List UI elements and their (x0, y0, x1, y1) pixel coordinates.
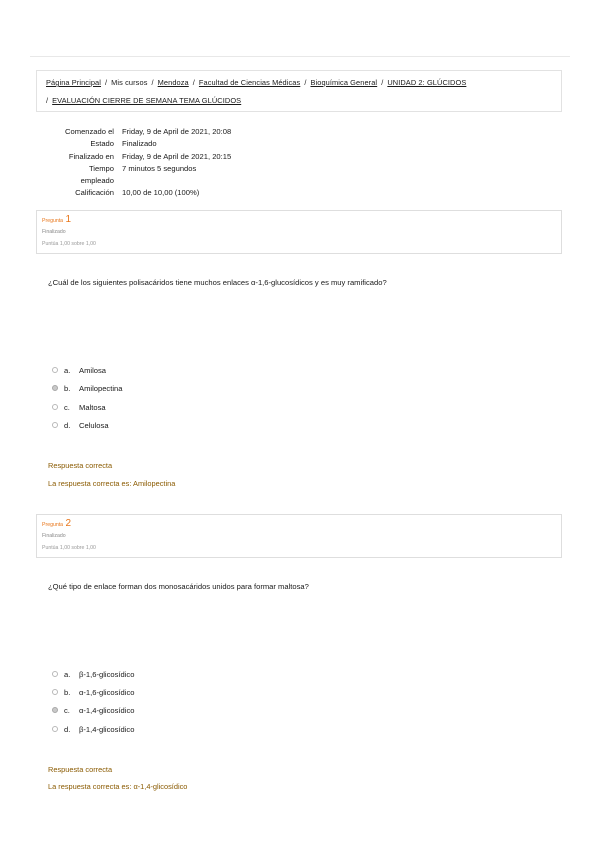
right-answer-text: La respuesta correcta es: Amilopectina (48, 479, 176, 488)
option-text: α-1,4-glicosídico (79, 706, 135, 715)
option-text: β-1,4-glicosídico (79, 725, 135, 734)
radio-button[interactable] (52, 367, 58, 373)
question-number (42, 214, 71, 225)
breadcrumb-faculty-link[interactable]: Facultad de Ciencias Médicas (198, 78, 301, 87)
breadcrumb-courses: Mis cursos (111, 78, 148, 87)
question-text: ¿Cuál de los siguientes polisacáridos tiene muchos enlaces α-1,6-glucosídicos y es muy ramificado? (48, 278, 387, 287)
option-text: β-1,6-glicosídico (79, 670, 135, 679)
question-info-box (36, 210, 562, 254)
radio-button[interactable] (52, 404, 58, 410)
breadcrumb-row-2 (46, 96, 241, 105)
question-info-box (36, 514, 562, 558)
question-prefix: Pregunta (42, 522, 64, 528)
option-letter: b. (64, 688, 71, 697)
option-letter: a. (64, 366, 71, 375)
option-letter: d. (64, 421, 71, 430)
summary-label: empleado (80, 176, 114, 186)
summary-value: 7 minutos 5 segundos (122, 163, 197, 173)
radio-button-selected[interactable] (52, 707, 58, 713)
feedback-text: Respuesta correcta (48, 461, 113, 470)
option-letter: d. (64, 725, 71, 734)
summary-value: Friday, 9 de April de 2021, 20:15 (122, 151, 232, 161)
question-number (42, 518, 71, 529)
option-letter: a. (64, 670, 71, 679)
option-letter: c. (64, 403, 70, 412)
option-text: Celulosa (79, 421, 109, 430)
option-letter: b. (64, 384, 71, 393)
breadcrumb-separator: / (304, 78, 307, 87)
summary-label: Estado (90, 139, 114, 149)
option-text: Maltosa (79, 403, 106, 412)
radio-button[interactable] (52, 671, 58, 677)
breadcrumb-separator: / (192, 78, 195, 87)
summary-label: Finalizado en (68, 151, 114, 161)
breadcrumb (36, 70, 562, 112)
breadcrumb-course-link[interactable]: Bioquímica General (310, 78, 378, 87)
summary-label: Comenzado el (65, 127, 114, 136)
radio-button[interactable] (52, 689, 58, 695)
question-grade: Puntúa 1,00 sobre 1,00 (42, 545, 96, 551)
right-answer-text: La respuesta correcta es: α-1,4-glicosídico (48, 782, 188, 791)
breadcrumb-unit-link[interactable]: UNIDAD 2: GLÚCIDOS (387, 78, 467, 87)
breadcrumb-campus-link[interactable]: Mendoza (157, 78, 189, 87)
breadcrumb-separator: / (151, 78, 154, 87)
summary-label: Calificación (75, 188, 114, 198)
question-number-value: 2 (65, 518, 72, 529)
option-text: Amilosa (79, 366, 107, 375)
breadcrumb-separator: / (105, 78, 108, 87)
radio-button-selected[interactable] (52, 385, 58, 391)
breadcrumb-separator: / (381, 78, 384, 87)
summary-label: Tiempo (88, 163, 114, 173)
question-number-value: 1 (65, 214, 72, 225)
option-text: Amilopectina (79, 384, 123, 393)
feedback-text: Respuesta correcta (48, 765, 113, 774)
breadcrumb-row-1 (46, 78, 466, 87)
radio-button[interactable] (52, 422, 58, 428)
option-letter: c. (64, 706, 70, 715)
summary-value: Friday, 9 de April de 2021, 20:08 (122, 127, 232, 136)
breadcrumb-separator: / (46, 96, 49, 105)
summary-value: 10,00 de 10,00 (100%) (122, 188, 200, 198)
question-state: Finalizado (42, 533, 66, 539)
option-text: α-1,6-glicosídico (79, 688, 135, 697)
summary-value: Finalizado (122, 139, 157, 149)
question-grade: Puntúa 1,00 sobre 1,00 (42, 241, 96, 247)
breadcrumb-home-link[interactable]: Página Principal (46, 78, 102, 87)
question-prefix: Pregunta (42, 218, 64, 224)
question-state: Finalizado (42, 229, 66, 235)
breadcrumb-quiz-link[interactable]: EVALUACIÓN CIERRE DE SEMANA TEMA GLÚCIDOS (52, 96, 242, 105)
radio-button[interactable] (52, 726, 58, 732)
top-divider (30, 56, 570, 57)
question-text: ¿Qué tipo de enlace forman dos monosacáridos unidos para formar maltosa? (48, 582, 309, 591)
